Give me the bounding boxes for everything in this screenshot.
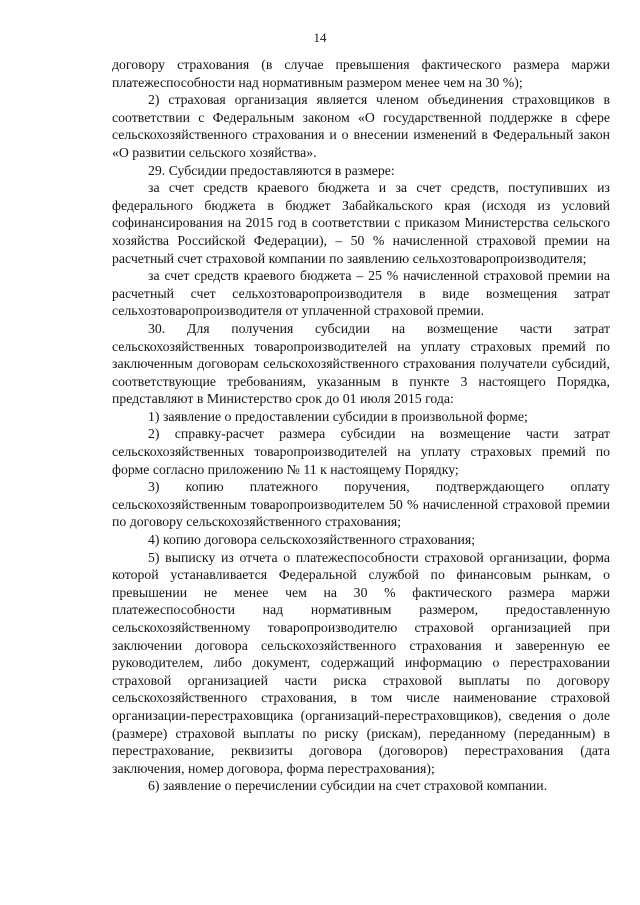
paragraph-11: 5) выписку из отчета о платежеспособности страховой организации, форма которой устанавливается Федеральной службой по финансовым рынкам, о превышении не менее чем на 30 % фактического размера маржи платежеспособности над нормативным размером, предоставленную сельскохозяйственному товаропроизводителю страховой организацией при заключении договора сельскохозяйственного страхования и заверенную ее руководителем, либо документ, содержащий информацию о перестраховании страховой организацией части риска страховой выплаты по договору сельскохозяйственного страхования, в том числе наименование страховой организации-перестраховщика (организаций-перестраховщиков), сведения о доле (размере) страховой выплаты по риску (рискам), переданному (переданным) в перестрахование, реквизиты договора (договоров) перестрахования (дата заключения, номер договора, форма перестрахования);	[112, 549, 610, 776]
paragraph-8: 2) справку-расчет размера субсидии на возмещение части затрат сельскохозяйственных товаропроизводителей на уплату страховых премий по форме согласно приложению № 11 к настоящему Порядку;	[112, 426, 610, 477]
document-body	[112, 56, 610, 795]
paragraph-12: 6) заявление о перечислении субсидии на счет страховой компании.	[148, 778, 548, 794]
paragraph-10: 4) копию договора сельскохозяйственного страхования;	[148, 532, 476, 548]
paragraph-3: 29. Субсидии предоставляются в размере:	[148, 162, 395, 178]
paragraph-6: 30. Для получения субсидии на возмещение части затрат сельскохозяйственных товаропроизводителей на уплату страховых премий по заключенным договорам сельскохозяйственного страхования получатели субсидий, соответствующие требованиям, указанным в пункте 3 настоящего Порядка, представляют в Министерство срок до 01 июля 2015 года:	[112, 320, 610, 407]
paragraph-2: 2) страховая организация является членом объединения страховщиков в соответствии с Федеральным законом «О государственной поддержке в сфере сельскохозяйственного страхования и о внесении изменений в Федеральный закон «О развитии сельского хозяйства».	[112, 92, 610, 160]
paragraph-5: за счет средств краевого бюджета – 25 % начисленной страховой премии на расчетный счет сельхозтоваропроизводителя в виде возмещения затрат сельхозтоваропроизводителя от уплаченной страховой премии.	[112, 268, 610, 319]
paragraph-1: договору страхования (в случае превышения фактического размера маржи платежеспособности над нормативным размером менее чем на 30 %);	[112, 57, 610, 90]
page-number: 14	[313, 30, 327, 45]
paragraph-7: 1) заявление о предоставлении субсидии в произвольной форме;	[148, 408, 528, 424]
paragraph-9: 3) копию платежного поручения, подтверждающего оплату сельскохозяйственным товаропроизводителем 50 % начисленной страховой премии по договору сельскохозяйственного страхования;	[112, 479, 610, 530]
paragraph-4: за счет средств краевого бюджета и за счет средств, поступивших из федерального бюджета в бюджет Забайкальского края (исходя из условий софинансирования на 2015 год в соответствии с приказом Министерства сельского хозяйства Российской Федерации), – 50 % начисленной страховой премии на расчетный счет страховой компании по заявлению сельхозтоваропроизводителя;	[112, 180, 610, 266]
